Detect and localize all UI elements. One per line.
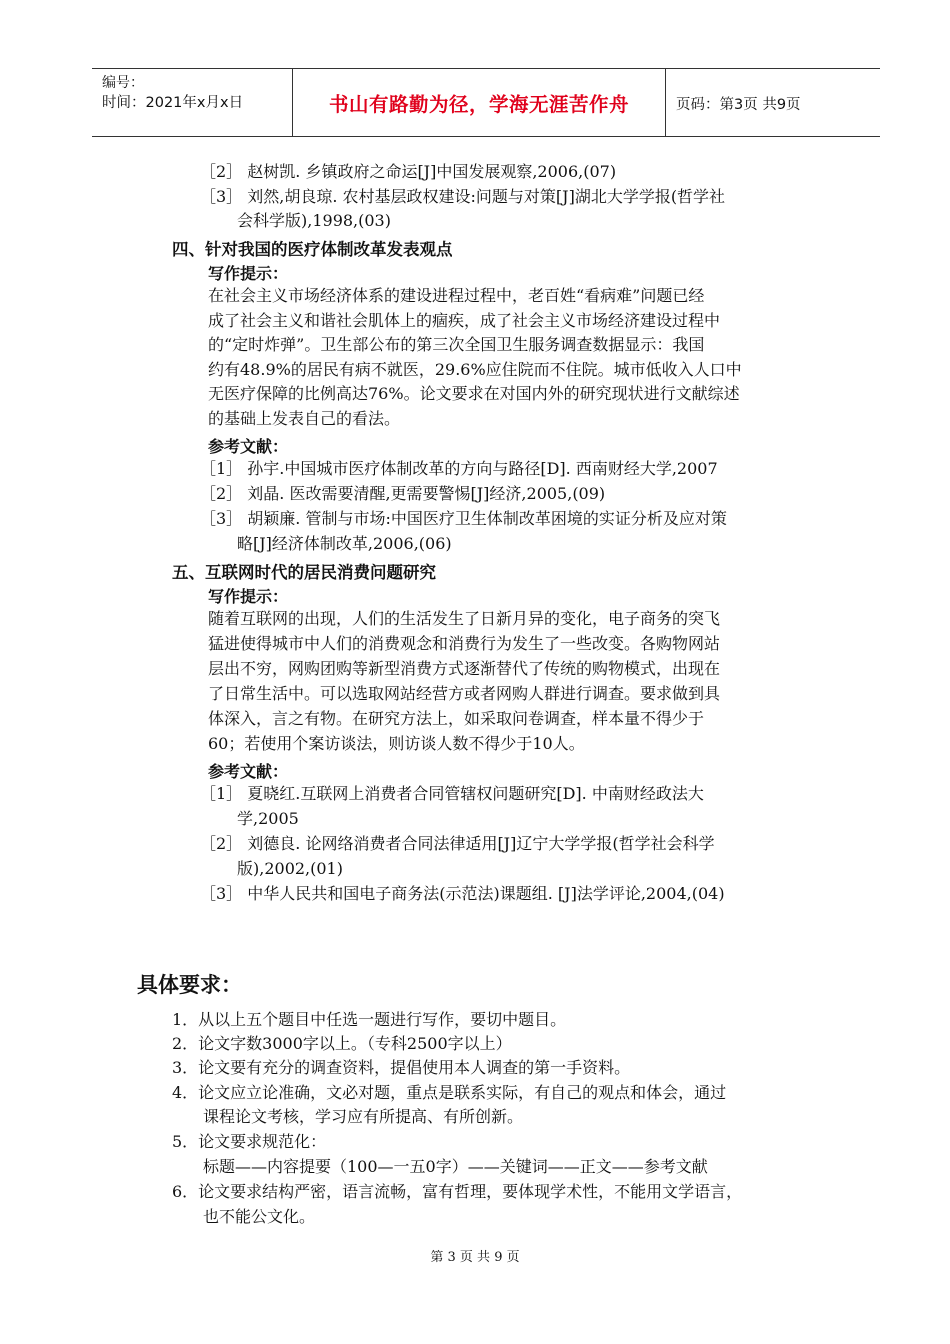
header-motto-cell xyxy=(293,69,666,136)
document-number-label: 编号： xyxy=(102,75,144,91)
text-line: 在社会主义市场经济体系的建设进程过程中，老百姓“看病难”问题已经 xyxy=(208,286,705,305)
text-line: ［2］ 赵树凯. 乡镇政府之命运[J]中国发展观察,2006,(07) xyxy=(200,162,617,181)
text-line: 成了社会主义和谐社会肌体上的痼疾，成了社会主义市场经济建设过程中 xyxy=(208,311,721,330)
subsection-label: 参考文献： xyxy=(208,437,289,456)
text-line: ［1］ 孙宇.中国城市医疗体制改革的方向与路径[D]. 西南财经大学,2007 xyxy=(200,459,718,478)
text-line: 60；若使用个案访谈法，则访谈人数不得少于10人。 xyxy=(208,734,585,753)
section-heading: 四、针对我国的医疗体制改革发表观点 xyxy=(172,240,453,259)
text-line: 体深入，言之有物。在研究方法上，如采取问卷调查，样本量不得少于 xyxy=(208,709,705,728)
text-line: 约有48.9%的居民有病不就医，29.6%应住院而不住院。城市低收入人口中 xyxy=(208,360,742,379)
text-line: 会科学版),1998,(03) xyxy=(237,211,391,230)
text-line: ［3］ 刘然,胡良琼. 农村基层政权建设:问题与对策[J]湖北大学学报(哲学社 xyxy=(200,187,726,206)
page-header xyxy=(92,68,880,137)
text-line: ［2］ 刘德良. 论网络消费者合同法律适用[J]辽宁大学学报(哲学社会科学 xyxy=(200,834,715,853)
text-line: 随着互联网的出现，人们的生活发生了日新月异的变化，电子商务的突飞 xyxy=(208,609,721,628)
subsection-label: 写作提示： xyxy=(208,264,289,283)
text-line: 版),2002,(01) xyxy=(237,859,343,878)
header-motto: 书山有路勤为径，学海无涯苦作舟 xyxy=(328,93,629,116)
text-line: 无医疗保障的比例高达76%。论文要求在对国内外的研究现状进行文献综述 xyxy=(208,384,740,403)
text-line: ［1］ 夏晓红.互联网上消费者合同管辖权问题研究[D]. 中南财经政法大 xyxy=(200,784,704,803)
text-line: 4．论文应立论准确，文必对题，重点是联系实际，有自己的观点和体会，通过 xyxy=(172,1083,727,1102)
text-line: 5．论文要求规范化： xyxy=(172,1132,327,1151)
text-line: ［3］ 中华人民共和国电子商务法(示范法)课题组. [J]法学评论,2004,(04) xyxy=(200,884,725,903)
text-line: 1．从以上五个题目中任选一题进行写作，要切中题目。 xyxy=(172,1010,567,1029)
header-meta-cell xyxy=(92,69,293,136)
text-line: 了日常生活中。可以选取网站经营方或者网购人群进行调查。要求做到具 xyxy=(208,684,721,703)
text-line: 的基础上发表自己的看法。 xyxy=(208,409,401,428)
subsection-label: 参考文献： xyxy=(208,762,289,781)
text-line: 标题——内容提要（100—一五0字）——关键词——正文——参考文献 xyxy=(203,1157,708,1176)
text-line: 3．论文要有充分的调查资料，提倡使用本人调查的第一手资料。 xyxy=(172,1058,631,1077)
page-footer: 第 3 页 共 9 页 xyxy=(430,1250,520,1265)
text-line: 的“定时炸弹”。卫生部公布的第三次全国卫生服务调查数据显示：我国 xyxy=(208,335,705,354)
text-line: ［3］ 胡颖廉. 管制与市场:中国医疗卫生体制改革困境的实证分析及应对策 xyxy=(200,509,727,528)
text-line: 学,2005 xyxy=(237,809,299,828)
section-heading: 五、互联网时代的居民消费问题研究 xyxy=(172,563,436,582)
text-line: 略[J]经济体制改革,2006,(06) xyxy=(237,534,452,553)
subsection-label: 写作提示： xyxy=(208,587,289,606)
text-line: 层出不穷，网购团购等新型消费方式逐渐替代了传统的购物模式，出现在 xyxy=(208,659,721,678)
text-line: 猛进使得城市中人们的消费观念和消费行为发生了一些改变。各购物网站 xyxy=(208,634,721,653)
requirements-title: 具体要求： xyxy=(137,973,242,997)
text-line: 课程论文考核，学习应有所提高、有所创新。 xyxy=(203,1107,524,1126)
text-line: 2．论文字数3000字以上。（专科2500字以上） xyxy=(172,1034,512,1053)
text-line: 也不能公文化。 xyxy=(203,1207,316,1226)
header-page-cell xyxy=(666,69,880,136)
text-line: ［2］ 刘晶. 医改需要清醒,更需要警惕[J]经济,2005,(09) xyxy=(200,484,606,503)
header-page-info: 页码：第3页 共9页 xyxy=(676,97,801,113)
text-line: 6．论文要求结构严密，语言流畅，富有哲理，要体现学术性，不能用文学语言， xyxy=(172,1182,743,1201)
document-time-label: 时间：2021年x月x日 xyxy=(102,95,244,111)
